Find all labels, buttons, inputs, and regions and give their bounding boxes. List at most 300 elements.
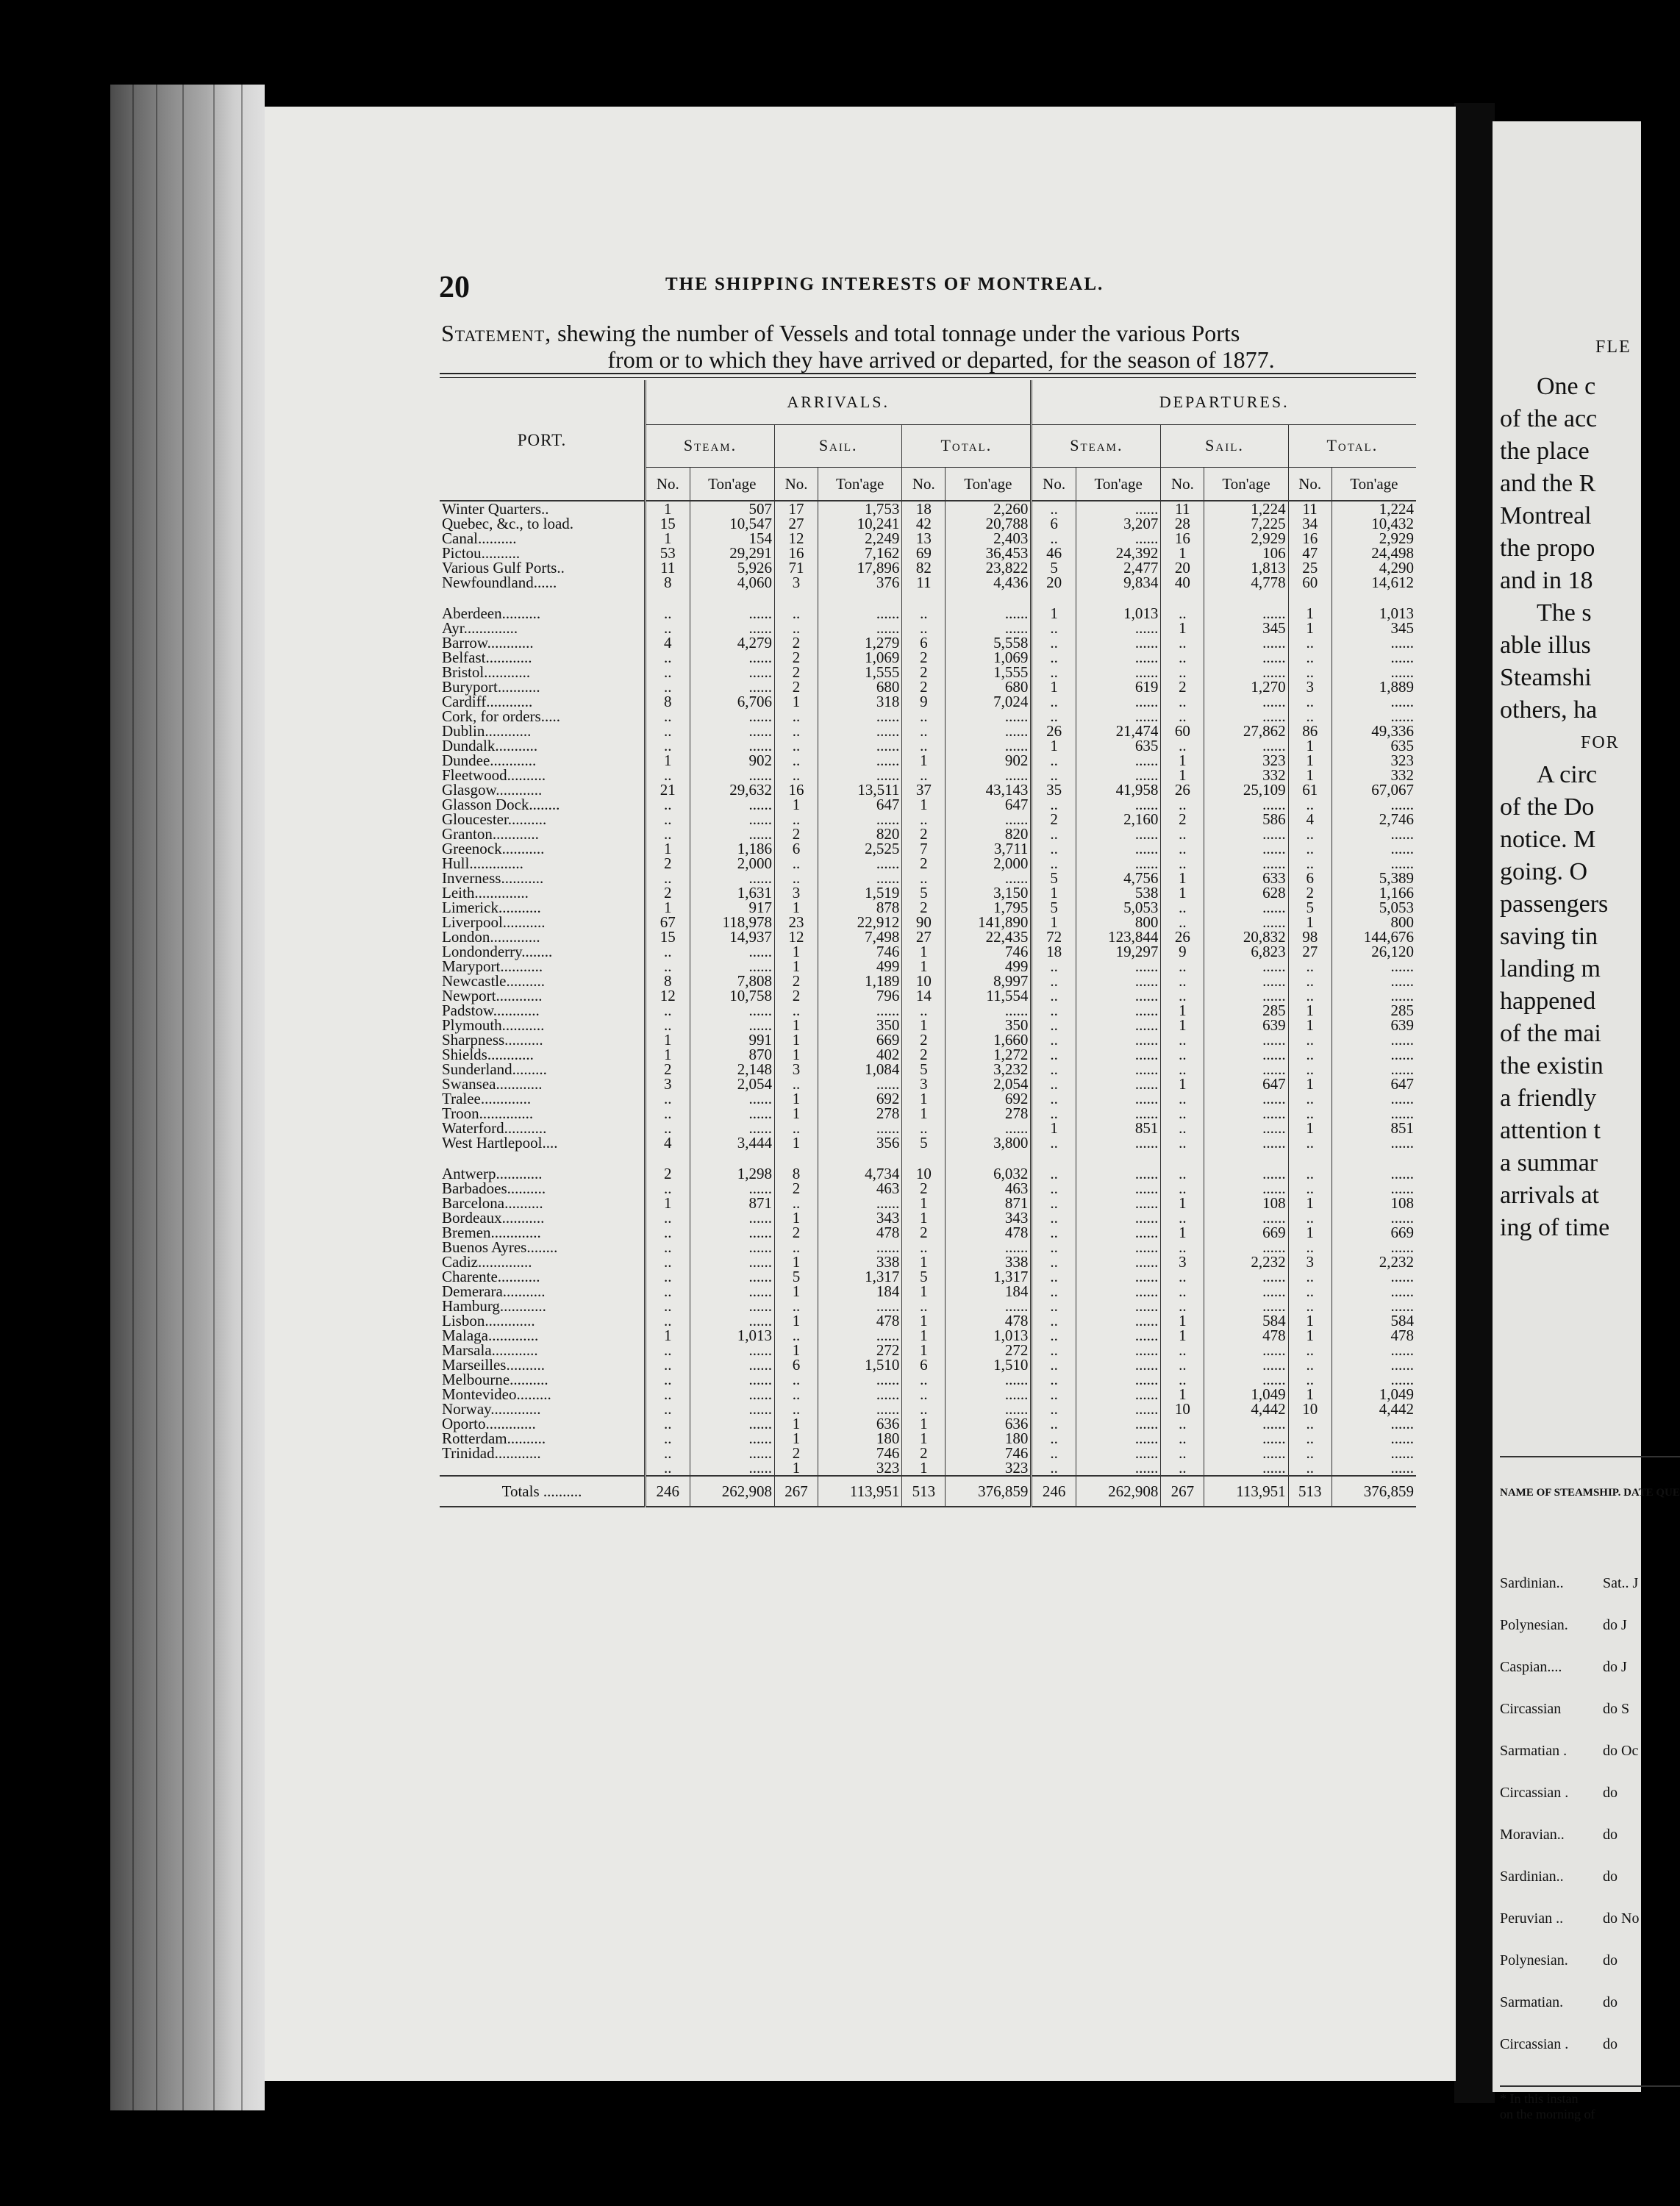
arr-steam-tonnage: ...... <box>690 768 774 782</box>
dep-steam-tonnage: 2,477 <box>1076 560 1160 575</box>
dep-sail-tonnage: ...... <box>1204 650 1288 665</box>
dep-steam-no: .. <box>1032 1387 1076 1402</box>
dep-steam-no: .. <box>1032 1003 1076 1018</box>
arr-sail-tonnage: ...... <box>818 1003 902 1018</box>
dep-steam-tonnage: ...... <box>1076 841 1160 856</box>
port-name: Demerara........... <box>442 1282 546 1300</box>
dep-sail-tonnage: ...... <box>1204 1431 1288 1446</box>
dep-sail-tonnage: ...... <box>1204 1210 1288 1225</box>
table-row <box>440 650 1416 665</box>
footnote-line: on the morning of <box>1500 2107 1595 2121</box>
port-name: Newfoundland...... <box>442 574 557 591</box>
arr-steam-tonnage: 917 <box>690 900 774 915</box>
dep-total-tonnage: 4,442 <box>1332 1402 1416 1416</box>
port-name: Aberdeen.......... <box>442 604 541 622</box>
arr-total-tonnage: 36,453 <box>946 546 1032 560</box>
arr-steam-tonnage: ...... <box>690 1284 774 1299</box>
arr-total-tonnage: ...... <box>946 1372 1032 1387</box>
arr-total-no: .. <box>902 1299 946 1313</box>
arr-steam-no: 2 <box>646 1166 690 1181</box>
arr-steam-no: 15 <box>646 516 690 531</box>
arr-total-tonnage: 2,403 <box>946 531 1032 546</box>
steamship-row <box>1500 1994 1680 2036</box>
port-name: Dundee............ <box>442 752 537 769</box>
arr-total-no: .. <box>902 606 946 621</box>
arr-steam-tonnage: 1,013 <box>690 1328 774 1343</box>
dep-total-tonnage: ...... <box>1332 665 1416 679</box>
arr-steam-tonnage: ...... <box>690 1402 774 1416</box>
port-name: Montevideo......... <box>442 1385 551 1403</box>
port-name: Bremen............. <box>442 1224 541 1241</box>
dep-sail-no: .. <box>1161 1181 1204 1196</box>
port-name: Fleetwood.......... <box>442 766 546 784</box>
arr-steam-no: 8 <box>646 694 690 709</box>
arr-steam-no: 1 <box>646 753 690 768</box>
book-gutter <box>1454 103 1495 2103</box>
dep-total-tonnage: 4,290 <box>1332 560 1416 575</box>
steamship-date: do <box>1603 1952 1618 1968</box>
right-page-text <box>1500 121 1631 1244</box>
arr-steam-tonnage: 5,926 <box>690 560 774 575</box>
port-name: Limerick........... <box>442 899 541 916</box>
dep-steam-no: .. <box>1032 1077 1076 1091</box>
arr-total-tonnage: ...... <box>946 768 1032 782</box>
arr-total-tonnage: 180 <box>946 1431 1032 1446</box>
dep-steam-tonnage: ...... <box>1076 959 1160 974</box>
dep-sail-no: .. <box>1161 1047 1204 1062</box>
dep-steam-tonnage: 9,834 <box>1076 575 1160 590</box>
dep-total-tonnage: ...... <box>1332 709 1416 724</box>
dep-steam-tonnage: ...... <box>1076 827 1160 841</box>
dep-sail-no: 9 <box>1161 944 1204 959</box>
port-name: Hamburg............ <box>442 1297 546 1315</box>
arr-steam-no: .. <box>646 1299 690 1313</box>
arr-sail-tonnage: 402 <box>818 1047 902 1062</box>
dep-sail-tonnage: 1,049 <box>1204 1387 1288 1402</box>
arr-steam-tonnage: ...... <box>690 709 774 724</box>
dep-total-tonnage: 1,049 <box>1332 1387 1416 1402</box>
arr-sail-tonnage: 180 <box>818 1431 902 1446</box>
steamship-row <box>1500 1743 1680 1785</box>
dep-total-no: 60 <box>1288 575 1332 590</box>
arr-total-no: 2 <box>902 679 946 694</box>
arr-total-tonnage: 6,032 <box>946 1166 1032 1181</box>
arr-sail-tonnage: ...... <box>818 1077 902 1091</box>
arr-sail-tonnage: 820 <box>818 827 902 841</box>
dep-total-tonnage: 14,612 <box>1332 575 1416 590</box>
arr-total-no: 10 <box>902 1166 946 1181</box>
arr-total-no: .. <box>902 724 946 738</box>
arr-steam-tonnage: ...... <box>690 1357 774 1372</box>
dep-sail-no: .. <box>1161 1091 1204 1106</box>
arr-total-no: 1 <box>902 1328 946 1343</box>
dep-sail-no: 1 <box>1161 1196 1204 1210</box>
right-text-line: of the acc <box>1500 405 1598 432</box>
dep-total-tonnage: ...... <box>1332 841 1416 856</box>
dep-sail-no: 1 <box>1161 1225 1204 1240</box>
arr-steam-no: .. <box>646 1018 690 1032</box>
port-name: Lisbon............. <box>442 1312 535 1329</box>
table-row <box>440 1357 1416 1372</box>
arr-sail-no: 1 <box>775 1210 818 1225</box>
table-row <box>440 1225 1416 1240</box>
arr-total-tonnage: 746 <box>946 944 1032 959</box>
arr-steam-no: 12 <box>646 988 690 1003</box>
caption-rest: shewing the number of Vessels and total tonnage under the various Ports <box>551 320 1240 346</box>
dep-sail-tonnage: 4,778 <box>1204 575 1288 590</box>
arr-total-tonnage: ...... <box>946 724 1032 738</box>
arr-sail-no: 1 <box>775 1343 818 1357</box>
dep-total-tonnage: 669 <box>1332 1225 1416 1240</box>
arr-sail-tonnage: ...... <box>818 1372 902 1387</box>
dep-total-tonnage: 1,224 <box>1332 501 1416 516</box>
right-text-line: others, ha <box>1500 696 1598 724</box>
dep-sail-no: .. <box>1161 1269 1204 1284</box>
steamship-row <box>1500 1575 1680 1617</box>
dep-total-no: .. <box>1288 1210 1332 1225</box>
port-name <box>440 1460 646 1476</box>
table-row <box>440 1313 1416 1328</box>
arr-sail-no: 17 <box>775 501 818 516</box>
dep-sail-tonnage: ...... <box>1204 959 1288 974</box>
table-row <box>440 1446 1416 1460</box>
dep-steam-tonnage: ...... <box>1076 709 1160 724</box>
dep-steam-tonnage: ...... <box>1076 1240 1160 1254</box>
port-name: Cardiff............ <box>442 693 533 710</box>
arr-sail-no: 267 <box>775 1476 818 1507</box>
dep-sail-tonnage: 106 <box>1204 546 1288 560</box>
right-text-line: One c <box>1537 373 1596 400</box>
arr-sail-tonnage: ...... <box>818 709 902 724</box>
dep-total-no: .. <box>1288 841 1332 856</box>
arr-steam-no: .. <box>646 1254 690 1269</box>
dep-steam-no: .. <box>1032 1299 1076 1313</box>
dep-sail-tonnage: ...... <box>1204 1091 1288 1106</box>
dep-steam-tonnage: 2,160 <box>1076 812 1160 827</box>
arr-sail-tonnage: 7,498 <box>818 929 902 944</box>
arr-sail-tonnage: 376 <box>818 575 902 590</box>
dep-steam-no: .. <box>1032 1328 1076 1343</box>
arr-total-no: .. <box>902 738 946 753</box>
dep-steam-no: .. <box>1032 650 1076 665</box>
arr-total-tonnage: 499 <box>946 959 1032 974</box>
right-text-line: of the mai <box>1500 1020 1601 1047</box>
arr-sail-no: 6 <box>775 1357 818 1372</box>
port-name: Belfast............ <box>442 649 532 666</box>
table-row <box>440 1121 1416 1135</box>
dep-total-no: 11 <box>1288 501 1332 516</box>
dep-total-no: 47 <box>1288 546 1332 560</box>
port-name: Liverpool........... <box>442 913 546 931</box>
dep-sail-tonnage: 478 <box>1204 1328 1288 1343</box>
arr-sail-tonnage: 318 <box>818 694 902 709</box>
port-name: Charente........... <box>442 1268 540 1285</box>
arr-total-tonnage: 272 <box>946 1343 1032 1357</box>
dep-total-tonnage: ...... <box>1332 797 1416 812</box>
dep-steam-tonnage: ...... <box>1076 1135 1160 1150</box>
col-header-no: No. <box>775 467 818 501</box>
arr-steam-header: Steam. <box>646 424 775 467</box>
dep-sail-tonnage: ...... <box>1204 915 1288 929</box>
arr-total-tonnage: ...... <box>946 1003 1032 1018</box>
dep-total-no: 6 <box>1288 871 1332 885</box>
dep-sail-header: Sail. <box>1161 424 1288 467</box>
dep-total-no: .. <box>1288 1166 1332 1181</box>
table-row <box>440 546 1416 560</box>
dep-total-no: .. <box>1288 1135 1332 1150</box>
dep-sail-no: .. <box>1161 606 1204 621</box>
arr-total-tonnage: 22,435 <box>946 929 1032 944</box>
left-page <box>265 107 1456 2081</box>
dep-total-tonnage: 108 <box>1332 1196 1416 1210</box>
dep-steam-tonnage: ...... <box>1076 753 1160 768</box>
group-spacer <box>440 590 1416 606</box>
table-row <box>440 738 1416 753</box>
dep-sail-no: 1 <box>1161 1313 1204 1328</box>
arr-sail-no: 1 <box>775 1047 818 1062</box>
port-name: Barcelona.......... <box>442 1194 543 1212</box>
dep-steam-tonnage: ...... <box>1076 797 1160 812</box>
dep-steam-no: .. <box>1032 841 1076 856</box>
arr-total-tonnage: ...... <box>946 871 1032 885</box>
steamship-name: Moravian.. <box>1500 1827 1565 1843</box>
arr-sail-tonnage: 746 <box>818 1446 902 1460</box>
dep-total-tonnage: 2,929 <box>1332 531 1416 546</box>
table-row <box>440 1135 1416 1150</box>
arr-total-tonnage: ...... <box>946 709 1032 724</box>
arr-sail-no: 1 <box>775 959 818 974</box>
dep-sail-tonnage: ...... <box>1204 1121 1288 1135</box>
dep-total-no: 1 <box>1288 753 1332 768</box>
table-row <box>440 531 1416 546</box>
arr-total-tonnage: 478 <box>946 1313 1032 1328</box>
table-row <box>440 1343 1416 1357</box>
dep-total-tonnage: 2,746 <box>1332 812 1416 827</box>
port-name: Marsala............ <box>442 1341 538 1359</box>
dep-steam-tonnage: ...... <box>1076 1210 1160 1225</box>
arr-sail-tonnage: 13,511 <box>818 782 902 797</box>
arr-total-tonnage: 1,069 <box>946 650 1032 665</box>
arr-total-no: 11 <box>902 575 946 590</box>
table-row <box>440 1269 1416 1284</box>
dep-sail-no: .. <box>1161 1284 1204 1299</box>
dep-total-no: 1 <box>1288 606 1332 621</box>
steamship-name: Caspian.... <box>1500 1659 1562 1675</box>
dep-steam-no: .. <box>1032 1254 1076 1269</box>
dep-total-no: 4 <box>1288 812 1332 827</box>
arr-total-tonnage: 2,054 <box>946 1077 1032 1091</box>
arr-sail-no: .. <box>775 1196 818 1210</box>
port-name: Glasson Dock........ <box>442 796 560 813</box>
dep-sail-no: 1 <box>1161 871 1204 885</box>
arr-sail-no: 12 <box>775 929 818 944</box>
dep-total-tonnage: 1,166 <box>1332 885 1416 900</box>
caption-lead: Statement, <box>441 320 552 346</box>
dep-sail-no: .. <box>1161 988 1204 1003</box>
arr-sail-no: .. <box>775 1121 818 1135</box>
arr-steam-no: 21 <box>646 782 690 797</box>
table-row <box>440 1387 1416 1402</box>
steamship-name: Sarmatian. <box>1500 1994 1564 2010</box>
dep-sail-no: 2 <box>1161 679 1204 694</box>
arr-steam-tonnage: 7,808 <box>690 974 774 988</box>
steamship-date: do J <box>1603 1659 1627 1675</box>
arr-sail-tonnage: 499 <box>818 959 902 974</box>
dep-sail-no: .. <box>1161 1372 1204 1387</box>
dep-sail-no: .. <box>1161 1431 1204 1446</box>
dep-sail-no: .. <box>1161 900 1204 915</box>
table-row <box>440 929 1416 944</box>
dep-total-tonnage: 635 <box>1332 738 1416 753</box>
port-name: Canal.......... <box>442 529 517 547</box>
dep-total-no: 3 <box>1288 1254 1332 1269</box>
dep-total-tonnage: 345 <box>1332 621 1416 635</box>
arr-sail-no: .. <box>775 621 818 635</box>
arr-total-tonnage: 692 <box>946 1091 1032 1106</box>
dep-steam-tonnage: 4,756 <box>1076 871 1160 885</box>
arr-sail-tonnage: 2,525 <box>818 841 902 856</box>
dep-steam-no: .. <box>1032 1047 1076 1062</box>
arr-sail-no: .. <box>775 724 818 738</box>
port-name: Buryport........... <box>442 678 540 696</box>
dep-steam-no: .. <box>1032 856 1076 871</box>
arr-total-no: .. <box>902 709 946 724</box>
arr-total-no: 2 <box>902 900 946 915</box>
arr-steam-no: 2 <box>646 885 690 900</box>
dep-steam-no: .. <box>1032 1210 1076 1225</box>
dep-steam-no: .. <box>1032 621 1076 635</box>
arr-total-no: 1 <box>902 1196 946 1210</box>
col-header-no: No. <box>1161 467 1204 501</box>
arr-steam-no: .. <box>646 1343 690 1357</box>
right-text-line: Montreal <box>1500 502 1592 529</box>
dep-steam-tonnage: ...... <box>1076 1091 1160 1106</box>
dep-steam-no: .. <box>1032 797 1076 812</box>
arr-steam-no: 1 <box>646 900 690 915</box>
dep-total-tonnage: ...... <box>1332 1135 1416 1150</box>
arr-steam-no: .. <box>646 1121 690 1135</box>
dep-sail-no: .. <box>1161 915 1204 929</box>
arr-steam-tonnage: 4,060 <box>690 575 774 590</box>
arr-sail-tonnage: ...... <box>818 1121 902 1135</box>
arr-total-tonnage: 141,890 <box>946 915 1032 929</box>
arr-sail-no: 2 <box>775 827 818 841</box>
arr-steam-no: 3 <box>646 1077 690 1091</box>
arr-sail-no: 3 <box>775 575 818 590</box>
dep-total-no: .. <box>1288 635 1332 650</box>
arr-sail-no: .. <box>775 1003 818 1018</box>
arr-sail-tonnage: ...... <box>818 1299 902 1313</box>
port-name: Quebec, &c., to load. <box>442 515 574 532</box>
table-row <box>440 782 1416 797</box>
arr-total-no: 18 <box>902 501 946 516</box>
arr-total-no: 513 <box>902 1476 946 1507</box>
arr-steam-tonnage: ...... <box>690 1254 774 1269</box>
dep-steam-no: .. <box>1032 1313 1076 1328</box>
dep-sail-tonnage: ...... <box>1204 974 1288 988</box>
arr-total-no: .. <box>902 768 946 782</box>
right-text-line: a summar <box>1500 1149 1598 1177</box>
arr-steam-no: 1 <box>646 1328 690 1343</box>
arr-steam-tonnage: ...... <box>690 1210 774 1225</box>
table-row <box>440 1460 1416 1476</box>
arr-sail-no: 1 <box>775 1416 818 1431</box>
dep-total-no: .. <box>1288 959 1332 974</box>
dep-total-tonnage: 49,336 <box>1332 724 1416 738</box>
arr-total-tonnage: 278 <box>946 1106 1032 1121</box>
arr-total-no: 1 <box>902 1254 946 1269</box>
dep-steam-no: 26 <box>1032 724 1076 738</box>
dep-sail-tonnage: 639 <box>1204 1018 1288 1032</box>
dep-steam-tonnage: ...... <box>1076 621 1160 635</box>
page-number: 20 <box>439 271 470 304</box>
dep-total-tonnage: 639 <box>1332 1018 1416 1032</box>
dep-total-no: .. <box>1288 1047 1332 1062</box>
dep-steam-tonnage: ...... <box>1076 1032 1160 1047</box>
steamship-row <box>1500 1827 1680 1868</box>
table-row <box>440 1240 1416 1254</box>
arr-steam-tonnage: ...... <box>690 1018 774 1032</box>
arr-sail-no: .. <box>775 1372 818 1387</box>
table-row <box>440 797 1416 812</box>
dep-steam-header: Steam. <box>1032 424 1161 467</box>
dep-sail-tonnage: 1,270 <box>1204 679 1288 694</box>
arr-total-no: 2 <box>902 1032 946 1047</box>
port-name: Melbourne.......... <box>442 1371 548 1388</box>
arr-steam-no: .. <box>646 1357 690 1372</box>
dep-sail-no: 1 <box>1161 885 1204 900</box>
dep-sail-no: 267 <box>1161 1476 1204 1507</box>
arr-sail-no: .. <box>775 1077 818 1091</box>
port-name: Rotterdam.......... <box>442 1429 546 1447</box>
dep-steam-tonnage: ...... <box>1076 1047 1160 1062</box>
arr-sail-no: 2 <box>775 1446 818 1460</box>
dep-sail-tonnage: ...... <box>1204 665 1288 679</box>
dep-sail-no: .. <box>1161 1166 1204 1181</box>
arr-steam-tonnage: 2,148 <box>690 1062 774 1077</box>
port-name: Norway............. <box>442 1400 541 1418</box>
dep-steam-tonnage: ...... <box>1076 1225 1160 1240</box>
col-header-date: DATE QUE <box>1620 1487 1680 1499</box>
steamship-row <box>1500 1659 1680 1701</box>
arr-sail-tonnage: 878 <box>818 900 902 915</box>
arr-sail-no: .. <box>775 1328 818 1343</box>
dep-sail-tonnage: ...... <box>1204 827 1288 841</box>
arr-sail-no: 1 <box>775 944 818 959</box>
steamship-row <box>1500 1785 1680 1827</box>
arr-steam-no: .. <box>646 1402 690 1416</box>
arr-total-tonnage: 11,554 <box>946 988 1032 1003</box>
arr-total-tonnage: 23,822 <box>946 560 1032 575</box>
dep-sail-tonnage: 628 <box>1204 885 1288 900</box>
arr-steam-tonnage: 2,000 <box>690 856 774 871</box>
dep-steam-no: .. <box>1032 1166 1076 1181</box>
dep-steam-no: .. <box>1032 1181 1076 1196</box>
arr-total-no: 2 <box>902 1446 946 1460</box>
dep-sail-no: 40 <box>1161 575 1204 590</box>
dep-steam-tonnage: 41,958 <box>1076 782 1160 797</box>
arr-sail-no: 3 <box>775 1062 818 1077</box>
arr-total-no: 1 <box>902 1091 946 1106</box>
table-row <box>440 635 1416 650</box>
arr-steam-no: .. <box>646 1269 690 1284</box>
arr-total-no: 5 <box>902 885 946 900</box>
dep-steam-tonnage: 851 <box>1076 1121 1160 1135</box>
arr-total-tonnage: 7,024 <box>946 694 1032 709</box>
arr-total-no: .. <box>902 1387 946 1402</box>
dep-total-tonnage: ...... <box>1332 650 1416 665</box>
arr-steam-tonnage: ...... <box>690 1460 774 1476</box>
